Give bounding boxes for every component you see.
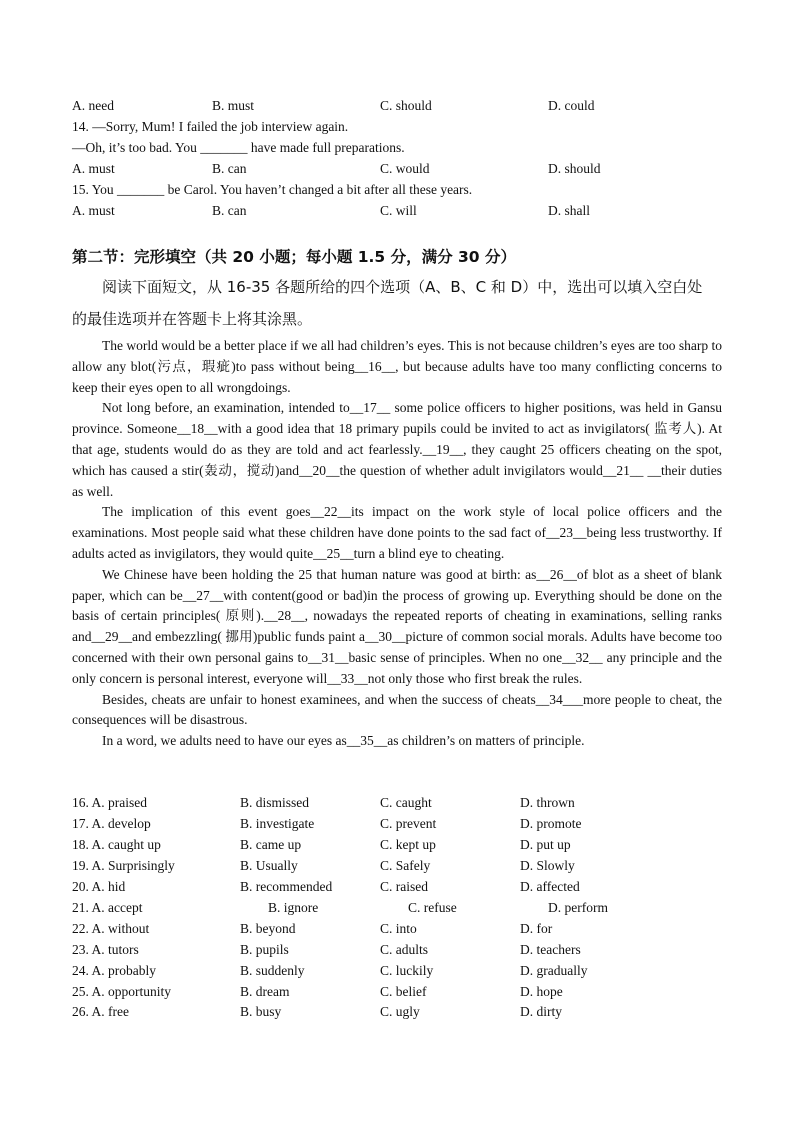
- choice-24-c: C. luckily: [380, 963, 434, 978]
- choice-21-d: D. perform: [548, 900, 608, 915]
- section-title: 第二节：完形填空（共 20 小题；每小题 1.5 分，满分 30 分）: [72, 248, 516, 266]
- choice-24-a: 24. A. probably: [72, 963, 156, 978]
- instruction-line2: 的最佳选项并在答题卡上将其涂黑。: [72, 310, 313, 328]
- choice-23-b: B. pupils: [240, 942, 289, 957]
- choice-23-c: C. adults: [380, 942, 429, 957]
- question-15-line1: 15. You _______ be Carol. You haven’t changed a bit after all these years.: [72, 182, 473, 197]
- choice-16-d: D. thrown: [520, 795, 575, 810]
- choice-18-d: D. put up: [520, 837, 571, 852]
- q15-option-d: D. shall: [548, 203, 590, 218]
- question-14-line1: 14. —Sorry, Mum! I failed the job interview again.: [72, 119, 349, 134]
- choice-20-a: 20. A. hid: [72, 879, 126, 894]
- choice-24-d: D. gradually: [520, 963, 588, 978]
- q15-option-b: B. can: [212, 203, 247, 218]
- choice-23-a: 23. A. tutors: [72, 942, 139, 957]
- option-b: B. must: [212, 98, 255, 113]
- passage-paragraph-5: Besides, cheats are unfair to honest examinees, and when the success of cheats__34___more people to cheat, the consequences will be disastrous.: [72, 691, 722, 728]
- choice-22-b: B. beyond: [240, 921, 296, 936]
- choice-16-c: C. caught: [380, 795, 432, 810]
- q15-option-c: C. will: [380, 203, 417, 218]
- choice-20-d: D. affected: [520, 879, 580, 894]
- choice-18-c: C. kept up: [380, 837, 436, 852]
- choice-26-b: B. busy: [240, 1004, 282, 1019]
- choice-21-c: C. refuse: [408, 900, 457, 915]
- passage-paragraph-3: The implication of this event goes__22__its impact on the work style of local police officers and the examinations. Most people said what these children have done points to the sad fact of__23__being less trustworthy. If adults acted as invigilators, they would quite__25__turn a blind eye to cheating.: [72, 504, 722, 561]
- q14-option-d: D. should: [548, 161, 601, 176]
- choice-20-c: C. raised: [380, 879, 428, 894]
- choice-17-d: D. promote: [520, 816, 582, 831]
- choice-19-b: B. Usually: [240, 858, 298, 873]
- passage-paragraph-4: We Chinese have been holding the 25 that human nature was good at birth: as__26__of blot as a sheet of blank paper, which can be__27__with content(good or bad)in the process of growing up. Everything should be done on the basis of certain principles( 原则).__28__, nowadays the repeated reports of cheating in examinations, selling ranks and__29__and embezzling( 挪用)public funds paint a__30__picture of common social morals. Adults have become too concerned with their own personal gains to__31__basic sense of principles. When no one__32__ any principle and the only concern is personal interest, everyone will__33__not only those who first break the rules.: [72, 566, 722, 686]
- choice-19-c: C. Safely: [380, 858, 431, 873]
- choice-17-c: C. prevent: [380, 816, 437, 831]
- choice-20-b: B. recommended: [240, 879, 333, 894]
- choice-26-d: D. dirty: [520, 1004, 562, 1019]
- question-14-line2: —Oh, it’s too bad. You _______ have made full preparations.: [72, 140, 405, 155]
- choice-26-c: C. ugly: [380, 1004, 420, 1019]
- choice-25-b: B. dream: [240, 984, 290, 999]
- q14-option-b: B. can: [212, 161, 247, 176]
- instruction-line1: 阅读下面短文，从 16-35 各题所给的四个选项（A、B、C 和 D）中，选出可以填入空白处: [102, 278, 703, 296]
- choice-21-b: B. ignore: [268, 900, 319, 915]
- choice-24-b: B. suddenly: [240, 963, 305, 978]
- q15-option-a: A. must: [72, 203, 115, 218]
- choice-26-a: 26. A. free: [72, 1004, 129, 1019]
- cloze-passage: [72, 336, 722, 752]
- choice-22-a: 22. A. without: [72, 921, 150, 936]
- choice-25-d: D. hope: [520, 984, 563, 999]
- choice-18-b: B. came up: [240, 837, 302, 852]
- option-c: C. should: [380, 98, 432, 113]
- passage-paragraph-2: Not long before, an examination, intended to__17__ some police officers to higher positions, was held in Gansu province. Someone__18__with a good idea that 18 primary pupils could be invited to act as invigilators( 监考人). At that age, students would do as they are told and act fearlessly.__19__, they caught 25 officers cheating on the spot, which has caused a stir(轰动，搅动)and__20__the question of whether adult invigilators would__21__ __their duties as well.: [72, 400, 722, 499]
- choice-17-b: B. investigate: [240, 816, 315, 831]
- choice-18-a: 18. A. caught up: [72, 837, 161, 852]
- choice-25-c: C. belief: [380, 984, 427, 999]
- passage-paragraph-6: In a word, we adults need to have our eyes as__35__as children’s on matters of principle.: [102, 733, 585, 749]
- choice-23-d: D. teachers: [520, 942, 581, 957]
- choice-22-c: C. into: [380, 921, 417, 936]
- option-a: A. need: [72, 98, 114, 113]
- passage-paragraph-1: The world would be a better place if we all had children’s eyes. This is not because children’s eyes are too sharp to allow any blot(污点，瑕疵)to pass without being__16__, but because adults have too many conflicting concerns to keep their eyes open to all wrongdoings.: [72, 338, 722, 395]
- q14-option-a: A. must: [72, 161, 115, 176]
- choice-16-b: B. dismissed: [240, 795, 310, 810]
- choice-21-a: 21. A. accept: [72, 900, 143, 915]
- choice-16-a: 16. A. praised: [72, 795, 147, 810]
- option-d: D. could: [548, 98, 595, 113]
- choice-17-a: 17. A. develop: [72, 816, 151, 831]
- choice-19-a: 19. A. Surprisingly: [72, 858, 175, 873]
- q14-option-c: C. would: [380, 161, 430, 176]
- choice-22-d: D. for: [520, 921, 553, 936]
- choice-25-a: 25. A. opportunity: [72, 984, 172, 999]
- choice-19-d: D. Slowly: [520, 858, 575, 873]
